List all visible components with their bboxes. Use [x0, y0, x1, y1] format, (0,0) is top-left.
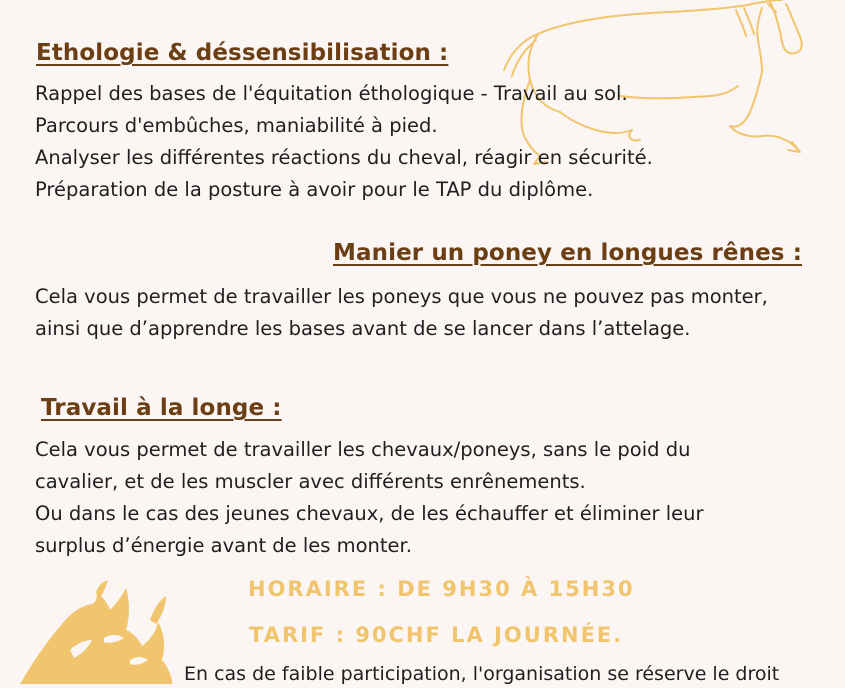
- section-longe-title: Travail à la longe :: [41, 395, 282, 421]
- mountain-horse-icon: [0, 580, 190, 684]
- section-longues-renes-line: Cela vous permet de travailler les poneys que vous ne pouvez pas monter,: [35, 285, 768, 308]
- section-ethologie-line: Parcours d'embûches, maniabilité à pied.: [35, 114, 438, 137]
- price-text: TARIF : 90CHF LA JOURNÉE.: [249, 623, 624, 647]
- section-longe-line: Ou dans le cas des jeunes chevaux, de les échauffer et éliminer leur: [35, 502, 704, 525]
- section-ethologie-line: Analyser les différentes réactions du cheval, réagir en sécurité.: [35, 146, 653, 169]
- section-longe-line: cavalier, et de les muscler avec différents enrênements.: [35, 470, 586, 493]
- section-longe-body: [35, 434, 704, 562]
- section-longe-line: Cela vous permet de travailler les chevaux/poneys, sans le poid du: [35, 438, 691, 461]
- participation-footnote: En cas de faible participation, l'organisation se réserve le droit: [184, 663, 780, 685]
- section-ethologie-line: Préparation de la posture à avoir pour le TAP du diplôme.: [35, 178, 594, 201]
- section-longues-renes-line: ainsi que d’apprendre les bases avant de se lancer dans l’attelage.: [35, 317, 691, 340]
- section-longues-renes-title: Manier un poney en longues rênes :: [333, 240, 802, 266]
- section-ethologie-title: Ethologie & déssensibilisation :: [36, 40, 449, 66]
- section-longues-renes-body: [35, 281, 768, 345]
- section-ethologie-body: [35, 78, 653, 206]
- section-longe-line: surplus d’énergie avant de les monter.: [35, 534, 412, 557]
- section-ethologie-line: Rappel des bases de l'équitation éthologique - Travail au sol.: [35, 82, 628, 105]
- schedule-text: HORAIRE : DE 9H30 À 15H30: [248, 577, 635, 601]
